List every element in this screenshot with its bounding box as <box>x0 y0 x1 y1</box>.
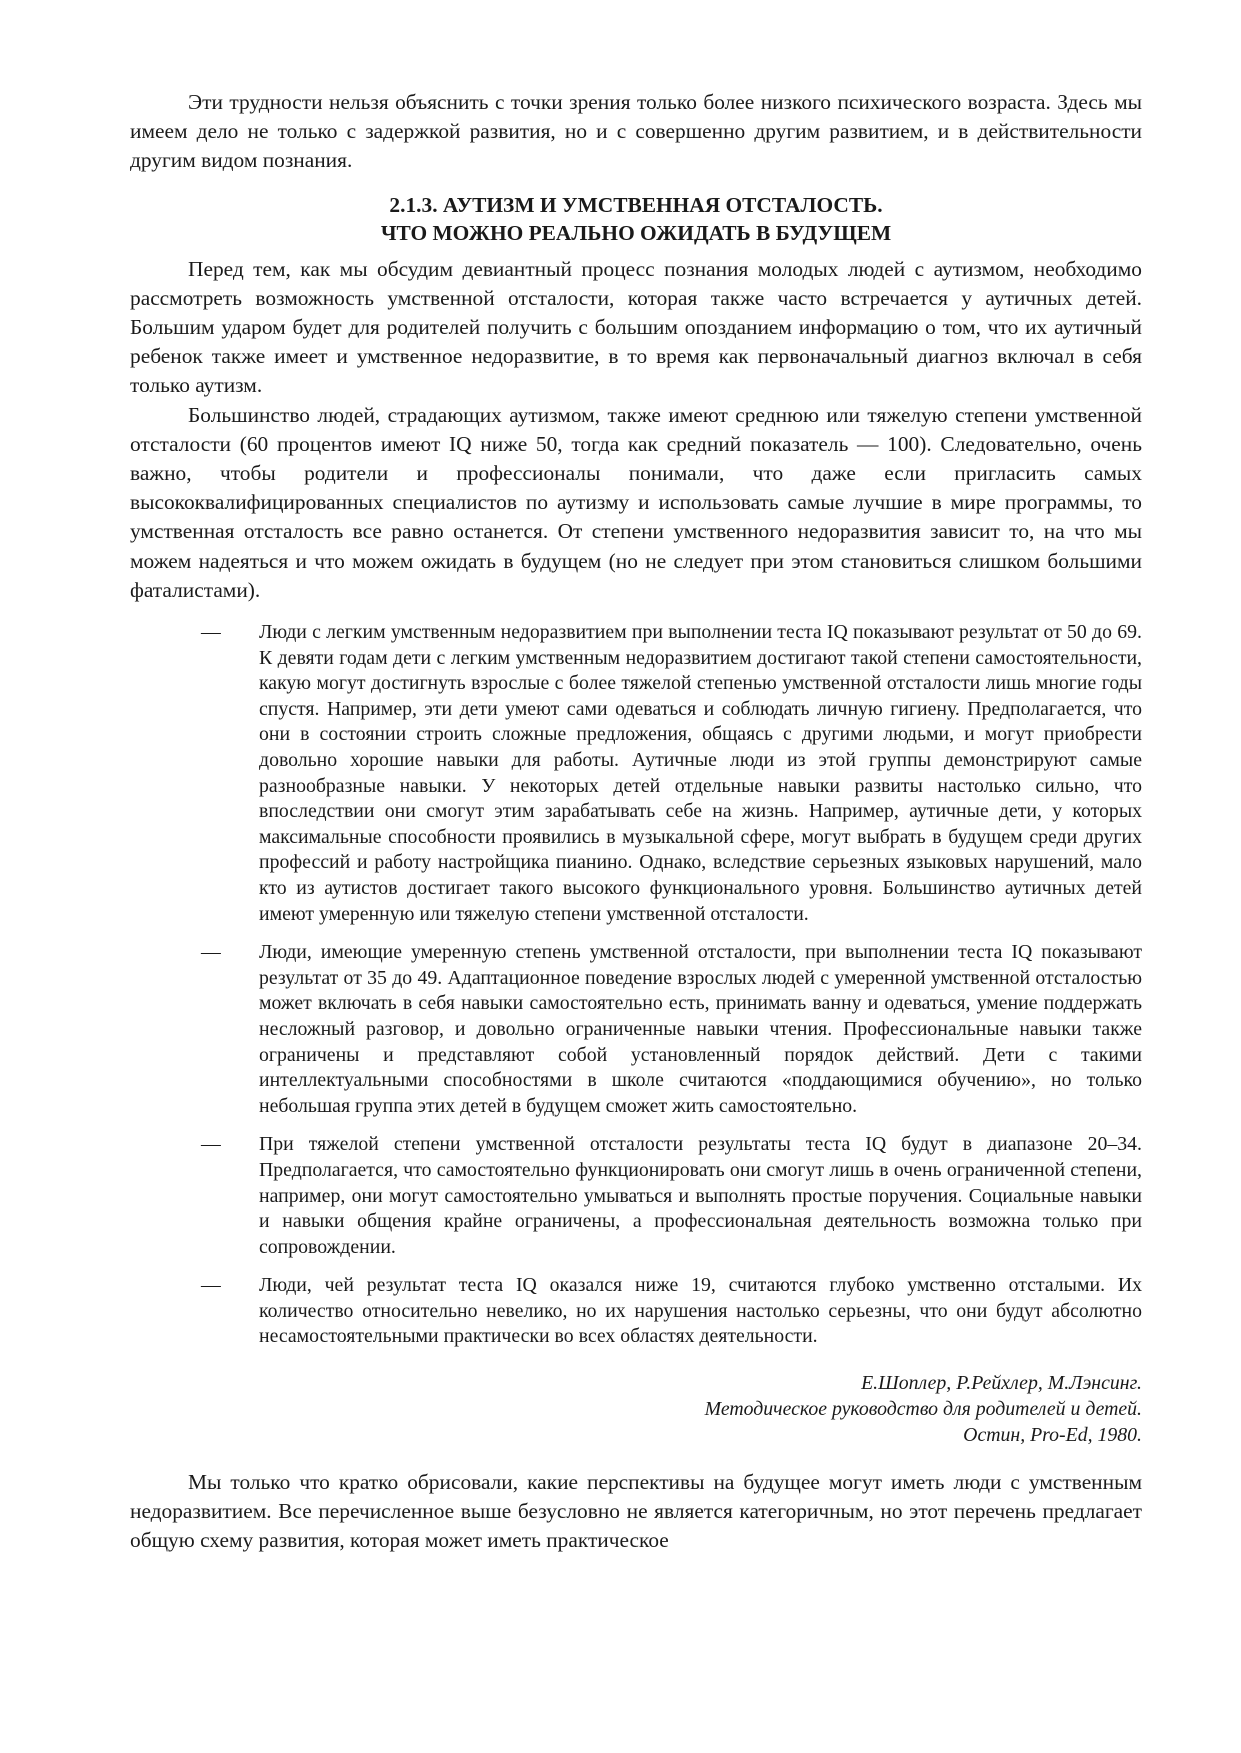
list-dash: — <box>201 941 221 964</box>
list-item <box>130 1132 1142 1260</box>
body-paragraph: Большинство людей, страдающих аутизмом, также имеют среднюю или тяжелую степени умственной отсталости (60 процентов имеют IQ ниже 50, тогда как средний показатель — 100). Следовательно, очень важно, чтобы родители и профессионалы понимали, что даже если пригласить самых высококвалифицированных специалистов по аутизму и использовать самые лучшие в мире программы, то умственная отсталость все равно останется. От степени умственного недоразвития зависит то, на что мы можем надеяться и что можем ожидать в будущем (но не следует при этом становиться слишком большими фаталистами). <box>130 402 1142 602</box>
list-item <box>130 940 1142 1119</box>
closing-paragraph: Мы только что кратко обрисовали, какие перспективы на будущее могут иметь люди с умственным недоразвитием. Все перечисленное выше безусловно не является категоричным, но этот перечень предлагает общую схему развития, которая может иметь практическое <box>130 1470 1142 1553</box>
list-dash: — <box>201 1133 221 1156</box>
list-item-text: Люди, имеющие умеренную степень умственной отсталости, при выполнении теста IQ показывают результат от 35 до 49. Адаптационное поведение взрослых людей с умеренной умственной отсталостью может включать в себя навыки самостоятельно есть, принимать ванну и одеваться, умение поддержать несложный разговор, и довольно ограниченные навыки чтения. Профессиональные навыки также ограничены и представляют собой установленный порядок действий. Дети с такими интеллектуальными способностями в школе считаются «поддающимися обучению», но только небольшая группа этих детей в будущем сможет жить самостоятельно. <box>259 941 1142 1117</box>
list-item-text: При тяжелой степени умственной отсталости результаты теста IQ будут в диапазоне 20–34. Предполагается, что самостоятельно функционировать они смогут лишь в очень ограниченной степени, например, они могут самостоятельно умываться и выполнять простые поручения. Социальные навыки и навыки общения крайне ограничены, а профессиональная деятельность возможна только при сопровождении. <box>259 1133 1142 1258</box>
list-dash: — <box>201 1274 221 1297</box>
list-item <box>130 1273 1142 1350</box>
list-item <box>130 620 1142 927</box>
source-citation <box>130 1370 1142 1448</box>
list-item-text: Люди с легким умственным недоразвитием при выполнении теста IQ показывают результат от 50 до 69. К девяти годам дети с легким умственным недоразвитием достигают такой степени самостоятельности, какую могут достигнуть взрослые с более тяжелой степенью умственной отсталости лишь многие годы спустя. Например, эти дети умеют сами одеваться и соблюдать личную гигиену. Предполагается, что они в состоянии строить сложные предложения, общаясь с другими людьми, и могут приобрести довольно хорошие навыки для работы. Аутичные люди из этой группы демонстрируют самые разнообразные навыки. У некоторых детей отдельные навыки развиты настолько сильно, что впоследствии они смогут этим зарабатывать себе на жизнь. Например, аутичные дети, у которых максимальные способности проявились в музыкальной сфере, могут выбрать в будущем среди других профессий и работу настройщика пианино. Однако, вследствие серьезных языковых нарушений, мало кто из аутистов достигает такого высокого функционального уровня. Большинство аутичных детей имеют умеренную или тяжелую степени умственной отсталости. <box>259 621 1142 925</box>
section-heading <box>130 191 1142 248</box>
document-page <box>130 88 1142 1556</box>
section-heading-line-2: ЧТО МОЖНО РЕАЛЬНО ОЖИДАТЬ В БУДУЩЕМ <box>380 221 892 246</box>
list-item-text: Люди, чей результат теста IQ оказался ниже 19, считаются глубоко умственно отсталыми. Их количество относительно невелико, но их нарушения настолько серьезны, что они будут абсолютно несамостоятельными практически во всех областях деятельности. <box>259 1274 1142 1348</box>
citation-publisher: Остин, Pro-Ed, 1980. <box>963 1424 1142 1447</box>
intro-paragraph: Эти трудности нельзя объяснить с точки зрения только более низкого психического возраста. Здесь мы имеем дело не только с задержкой развития, но и с совершенно другим развитием, и в действительности другим видом познания. <box>130 90 1142 173</box>
iq-levels-list <box>130 620 1142 1350</box>
citation-authors: Е.Шоплер, Р.Рейхлер, М.Лэнсинг. <box>861 1372 1142 1395</box>
citation-title: Методическое руководство для родителей и детей. <box>704 1398 1142 1421</box>
section-heading-line-1: 2.1.3. АУТИЗМ И УМСТВЕННАЯ ОТСТАЛОСТЬ. <box>389 192 883 217</box>
body-paragraph: Перед тем, как мы обсудим девиантный процесс познания молодых людей с аутизмом, необходимо рассмотреть возможность умственной отсталости, которая также часто встречается у аутичных детей. Большим ударом будет для родителей получить с большим опозданием информацию о том, что их аутичный ребенок также имеет и умственное недоразвитие, в то время как первоначальный диагноз включал в себя только аутизм. <box>130 256 1142 398</box>
list-dash: — <box>201 621 221 644</box>
